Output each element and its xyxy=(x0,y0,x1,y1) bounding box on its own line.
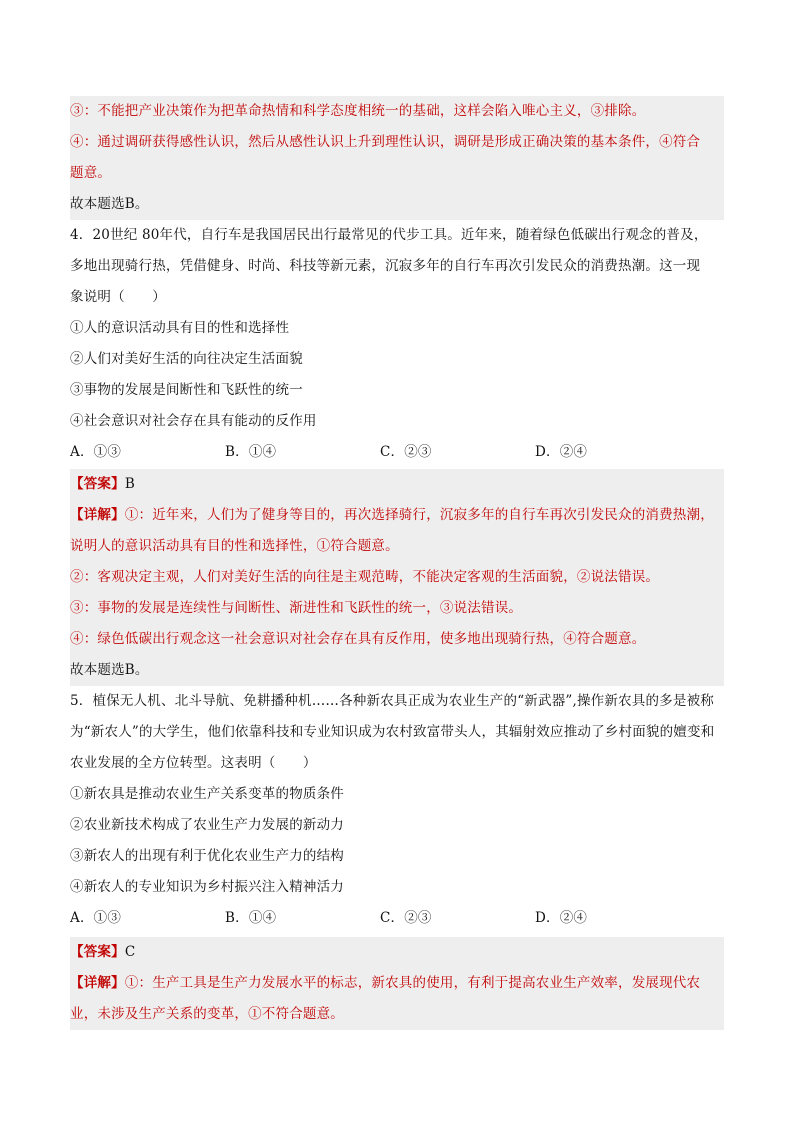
prev-conclusion: 故本题选B。 xyxy=(70,196,149,212)
q5-stem-3: 农业发展的全方位转型。这表明（ ） xyxy=(70,755,317,771)
question-5 xyxy=(70,686,724,934)
q5-option-a: A．①③ xyxy=(70,910,122,926)
q4-options xyxy=(70,437,724,468)
q4-item-1: ①人的意识活动具有目的性和选择性 xyxy=(70,320,290,336)
q4-answer-value: B xyxy=(124,476,135,492)
q4-detail-tag: 【详解】 xyxy=(70,507,125,523)
q4-answer xyxy=(70,469,724,500)
q5-option-c: C．②③ xyxy=(380,910,432,926)
q5-item-4: ④新农人的专业知识为乡村振兴注入精神活力 xyxy=(70,879,344,895)
q5-answer-tag: 【答案】 xyxy=(70,944,125,960)
q5-detail-1a-text: ①：生产工具是生产力发展水平的标志，新农具的使用，有利于提高农业生产效率，发展现代农 xyxy=(124,975,701,991)
q4-conclusion: 故本题选B。 xyxy=(70,662,149,678)
q5-stem-2: 为“新农人”的大学生，他们依靠科技和专业知识成为农村致富带头人，其辐射效应推动了乡村面貌的嬗变和 xyxy=(70,724,715,740)
q5-item-1: ①新农具是推动农业生产关系变革的物质条件 xyxy=(70,786,344,802)
q4-item-2: ②人们对美好生活的向往决定生活面貌 xyxy=(70,351,303,367)
q4-answer-tag: 【答案】 xyxy=(70,476,125,492)
q5-detail-1b: 业，未涉及生产关系的变革，①不符合题意。 xyxy=(70,1006,344,1022)
q5-answer xyxy=(70,937,724,968)
q5-option-b: B．①④ xyxy=(225,910,277,926)
q4-item-3: ③事物的发展是间断性和飞跃性的统一 xyxy=(70,382,303,398)
prev-analysis xyxy=(70,96,724,220)
q5-detail-1a xyxy=(70,968,724,999)
q5-stem-1: 5．植保无人机、北斗导航、免耕播种机……各种新农具正成为农业生产的“新武器”,操作新农具的多是被称 xyxy=(70,693,714,709)
q4-option-c: C．②③ xyxy=(380,444,432,460)
q4-detail-1a xyxy=(70,500,724,531)
prev-analysis-line-4a: ④：通过调研获得感性认识，然后从感性认识上升到理性认识，调研是形成正确决策的基本条件，④符合 xyxy=(70,134,701,150)
q4-option-a: A．①③ xyxy=(70,444,122,460)
q4-detail-3: ③：事物的发展是连续性与间断性、渐进性和飞跃性的统一，③说法错误。 xyxy=(70,600,523,616)
q4-detail-1a-text: ①：近年来，人们为了健身等目的，再次选择骑行，沉寂多年的自行车再次引发民众的消费热潮， xyxy=(124,507,714,523)
q5-answer-value: C xyxy=(124,944,136,960)
prev-analysis-line-3: ③：不能把产业决策作为把革命热情和科学态度相统一的基础，这样会陷入唯心主义，③排除。 xyxy=(70,103,646,119)
q4-detail-4: ④：绿色低碳出行观念这一社会意识对社会存在具有反作用，使多地出现骑行热，④符合题意。 xyxy=(70,631,646,647)
q5-detail-tag: 【详解】 xyxy=(70,975,125,991)
q5-item-3: ③新农人的出现有利于优化农业生产力的结构 xyxy=(70,848,344,864)
q4-detail-2: ②：客观决定主观，人们对美好生活的向往是主观范畴，不能决定客观的生活面貌，②说法错误。 xyxy=(70,569,660,585)
q4-item-4: ④社会意识对社会存在具有能动的反作用 xyxy=(70,413,317,429)
q4-stem-1: 4．20世纪 80年代，自行车是我国居民出行最常见的代步工具。近年来，随着绿色低碳出行观念的普及， xyxy=(70,227,708,243)
q4-option-d: D．②④ xyxy=(535,444,588,460)
q5-options xyxy=(70,903,724,934)
prev-analysis-line-4b: 题意。 xyxy=(70,165,112,181)
question-4 xyxy=(70,220,724,468)
q4-answer-block xyxy=(70,469,724,686)
q5-answer-block xyxy=(70,937,724,1030)
q4-stem-2: 多地出现骑行热，凭借健身、时尚、科技等新元素，沉寂多年的自行车再次引发民众的消费热潮。这一现 xyxy=(70,258,701,274)
q4-stem-3: 象说明（ ） xyxy=(70,289,166,305)
q4-detail-1b: 说明人的意识活动具有目的性和选择性，①符合题意。 xyxy=(70,538,399,554)
q5-option-d: D．②④ xyxy=(535,910,588,926)
q5-item-2: ②农业新技术构成了农业生产力发展的新动力 xyxy=(70,817,344,833)
q4-option-b: B．①④ xyxy=(225,444,277,460)
